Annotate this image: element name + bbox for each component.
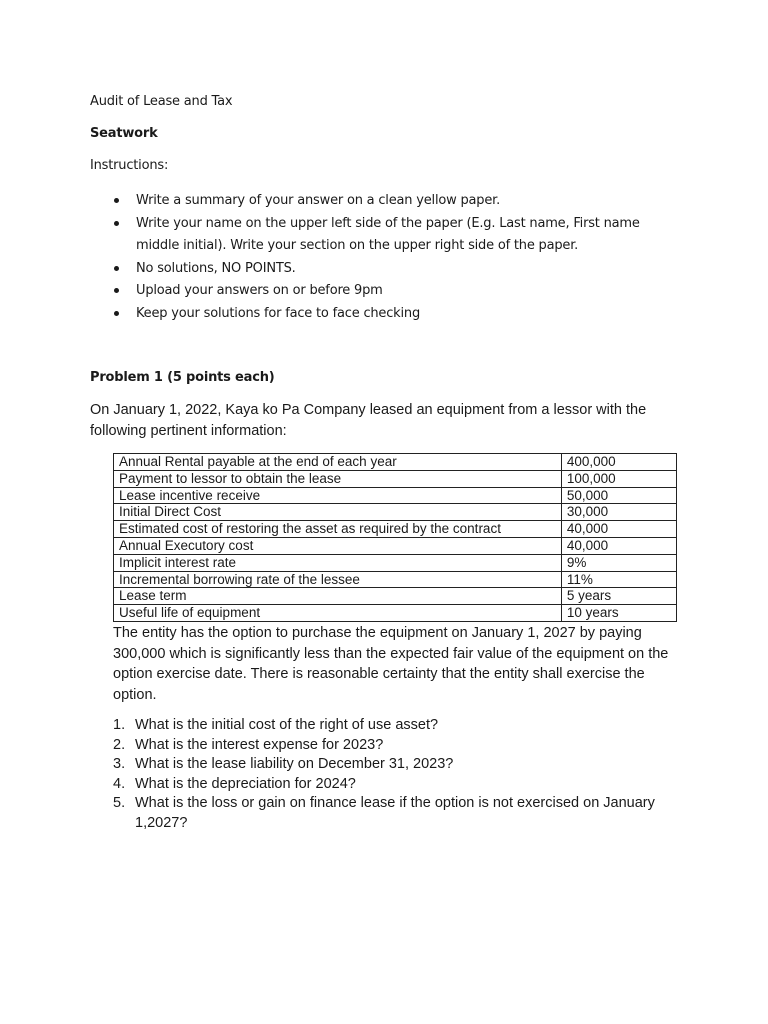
document-title: Audit of Lease and Tax (90, 94, 233, 109)
question-text: What is the depreciation for 2024? (135, 775, 356, 792)
instruction-text: Keep your solutions for face to face checking (136, 305, 421, 321)
instruction-text: No solutions, NO POINTS. (136, 260, 296, 276)
lease-info-table (113, 453, 677, 622)
instruction-item (112, 190, 672, 213)
question-item (113, 755, 681, 775)
table-cell-value: 50,000 (561, 487, 676, 504)
table-row (114, 504, 677, 521)
table-cell-item: Implicit interest rate (114, 554, 562, 571)
bullet-icon (112, 280, 120, 293)
bullet-icon (112, 213, 120, 226)
instruction-item (112, 213, 672, 258)
problem-heading: Problem 1 (5 points each) (90, 370, 275, 385)
table-row (114, 454, 677, 471)
instruction-text: Write your name on the upper left side of the paper (E.g. Last name, First name middle initial). Write your section on the upper right side of the paper. (136, 215, 640, 253)
table-row (114, 571, 677, 588)
table-cell-item: Useful life of equipment (114, 605, 562, 622)
instruction-text: Upload your answers on or before 9pm (136, 283, 383, 298)
table-cell-value: 11% (561, 571, 676, 588)
table-cell-value: 100,000 (561, 470, 676, 487)
instruction-item (112, 258, 672, 281)
table-cell-item: Initial Direct Cost (114, 504, 562, 521)
questions-list (113, 716, 681, 833)
table-row (114, 605, 677, 622)
table-cell-value: 40,000 (561, 521, 676, 538)
table-cell-value: 9% (561, 554, 676, 571)
section-heading: Seatwork (90, 126, 158, 141)
instruction-item (112, 303, 672, 326)
table-cell-item: Payment to lessor to obtain the lease (114, 470, 562, 487)
table-cell-item: Lease incentive receive (114, 487, 562, 504)
question-item (113, 775, 681, 795)
table-cell-value: 30,000 (561, 504, 676, 521)
bullet-icon (112, 303, 120, 316)
question-number: 2. (113, 736, 126, 753)
question-item (113, 736, 681, 756)
question-text: What is the loss or gain on finance lease if the option is not exercised on January 1,2027? (135, 795, 655, 831)
question-text: What is the lease liability on December 31, 2023? (135, 756, 454, 772)
instructions-list (112, 190, 672, 325)
question-number: 3. (113, 756, 126, 772)
table-cell-item: Annual Rental payable at the end of each year (114, 454, 562, 471)
table-row (114, 521, 677, 538)
problem-intro: On January 1, 2022, Kaya ko Pa Company leased an equipment from a lessor with the following pertinent information: (90, 402, 647, 439)
table-cell-value: 10 years (561, 605, 676, 622)
option-paragraph: The entity has the option to purchase the equipment on January 1, 2027 by paying 300,000 which is significantly less than the expected fair value of the equipment on the option exercise date. There is reasonable certainty that the entity shall exercise the option. (113, 625, 669, 703)
bullet-icon (112, 190, 120, 203)
question-number: 5. (113, 795, 126, 811)
question-number: 1. (113, 717, 126, 733)
table-row (114, 470, 677, 487)
table-cell-item: Incremental borrowing rate of the lessee (114, 571, 562, 588)
table-row (114, 588, 677, 605)
question-text: What is the interest expense for 2023? (135, 736, 384, 753)
question-text: What is the initial cost of the right of use asset? (135, 717, 439, 733)
question-item (113, 716, 681, 736)
table-cell-value: 40,000 (561, 537, 676, 554)
table-cell-item: Lease term (114, 588, 562, 605)
table-cell-value: 5 years (561, 588, 676, 605)
instruction-item (112, 280, 672, 303)
table-cell-item: Annual Executory cost (114, 537, 562, 554)
table-cell-value: 400,000 (561, 454, 676, 471)
bullet-icon (112, 258, 120, 271)
table-row (114, 487, 677, 504)
question-item (113, 794, 681, 833)
table-cell-item: Estimated cost of restoring the asset as required by the contract (114, 521, 562, 538)
question-number: 4. (113, 775, 126, 792)
table-row (114, 537, 677, 554)
instructions-label: Instructions: (90, 158, 169, 173)
table-row (114, 554, 677, 571)
instruction-text: Write a summary of your answer on a clean yellow paper. (136, 193, 501, 208)
